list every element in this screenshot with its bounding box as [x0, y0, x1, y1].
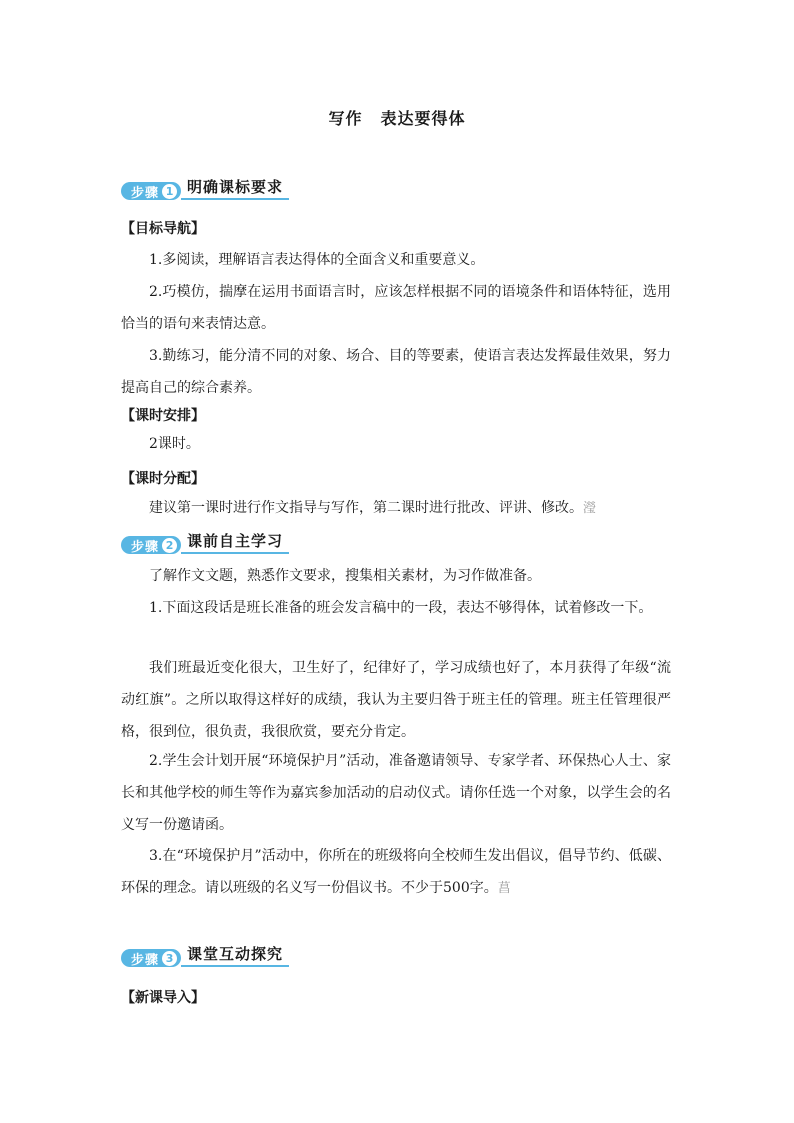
- step3-label: 课堂互动探究: [181, 945, 289, 967]
- goal-2: 2.巧模仿，揣摩在运用书面语言时，应该怎样根据不同的语境条件和语体特征，选用恰当的语句来表情达意。: [121, 284, 671, 332]
- schedule-heading: 【课时安排】: [121, 408, 205, 424]
- task-3-mark: 菖: [497, 881, 511, 896]
- goal-3: 3.勤练习，能分清不同的对象、场合、目的等要素，使语言表达发挥最佳效果，努力提高自己的综合素养。: [121, 348, 671, 396]
- new-lesson-heading: 【新课导入】: [121, 990, 205, 1006]
- step2-badge: 步骤 2: [121, 536, 181, 554]
- step3-banner: [121, 945, 289, 967]
- title-part1: 写作: [328, 109, 363, 128]
- step2-label: 课前自主学习: [181, 532, 289, 554]
- goals-heading: 【目标导航】: [121, 221, 205, 237]
- page-title: [0, 106, 794, 129]
- schedule-text: 2课时。: [149, 436, 200, 452]
- task-1: 1.下面这段话是班长准备的班会发言稿中的一段，表达不够得体，试着修改一下。: [149, 600, 653, 616]
- allocation-mark: 瀅: [583, 501, 597, 516]
- task-1-passage: 我们班最近变化很大，卫生好了，纪律好了，学习成绩也好了，本月获得了年级“流动红旗”。之所以取得这样好的成绩，我认为主要归咎于班主任的管理。班主任管理很严格，很到位，很负责，我很欣赏，要充分肯定。: [121, 660, 671, 740]
- step1-banner: [121, 178, 289, 200]
- step2-intro: 了解作文文题，熟悉作文要求，搜集相关素材，为习作做准备。: [149, 568, 541, 584]
- step2-banner: [121, 532, 289, 554]
- step2-number: 2: [162, 538, 177, 553]
- step1-number: 1: [162, 184, 177, 199]
- title-part2: 表达要得体: [380, 109, 466, 128]
- step3-number: 3: [162, 951, 177, 966]
- step3-badge: 步骤 3: [121, 949, 181, 967]
- step1-label: 明确课标要求: [181, 178, 289, 200]
- task-3: 3.在“环境保护月”活动中，你所在的班级将向全校师生发出倡议，倡导节约、低碳、环保的理念。请以班级的名义写一份倡议书。不少于500字。菖: [121, 848, 671, 896]
- step1-badge: 步骤 1: [121, 182, 181, 200]
- goal-1: 1.多阅读，理解语言表达得体的全面含义和重要意义。: [149, 252, 485, 268]
- allocation-text: 建议第一课时进行作文指导与写作，第二课时进行批改、评讲、修改。瀅: [149, 500, 597, 516]
- task-2: 2.学生会计划开展“环境保护月”活动，准备邀请领导、专家学者、环保热心人士、家长和其他学校的师生等作为嘉宾参加活动的启动仪式。请你任选一个对象，以学生会的名义写一份邀请函。: [121, 753, 671, 833]
- allocation-heading: 【课时分配】: [121, 471, 205, 487]
